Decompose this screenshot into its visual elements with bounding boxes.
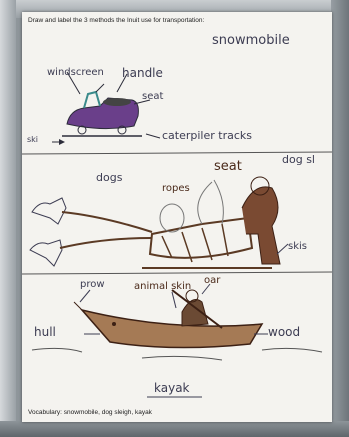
dog-sleigh-drawing [30,177,288,268]
snowmobile-drawing [52,72,160,142]
label-seat-sleigh: seat [214,159,242,174]
frame-bottom-bevel [0,421,349,437]
snowmobile-title: snowmobile [212,33,290,48]
label-ski: ski [27,135,39,144]
label-seat-snowmobile: seat [142,91,164,102]
dog-sleigh-title: dog sl [282,153,315,166]
label-wood: wood [268,325,301,339]
worksheet-photo [22,12,332,422]
frame-left-bevel [0,0,16,437]
label-animal-skin: animal skin [134,281,192,292]
label-prow: prow [80,279,105,290]
label-handle: handle [122,66,163,80]
divider-line-2 [22,272,332,274]
label-ropes: ropes [162,183,190,194]
worksheet-instruction: Draw and label the 3 methods the Inuit use for transportation: [28,17,205,24]
label-tracks: caterpiler tracks [162,129,252,142]
label-skis: skis [288,241,307,252]
label-oar: oar [204,275,221,286]
label-windscreen: windscreen [47,67,104,78]
kayak-title: kayak [154,381,190,395]
vocabulary-line: Vocabulary: snowmobile, dog sleigh, kayak [28,409,152,416]
label-hull: hull [34,325,56,339]
label-dogs: dogs [96,171,123,184]
frame-right-bevel [331,0,349,437]
